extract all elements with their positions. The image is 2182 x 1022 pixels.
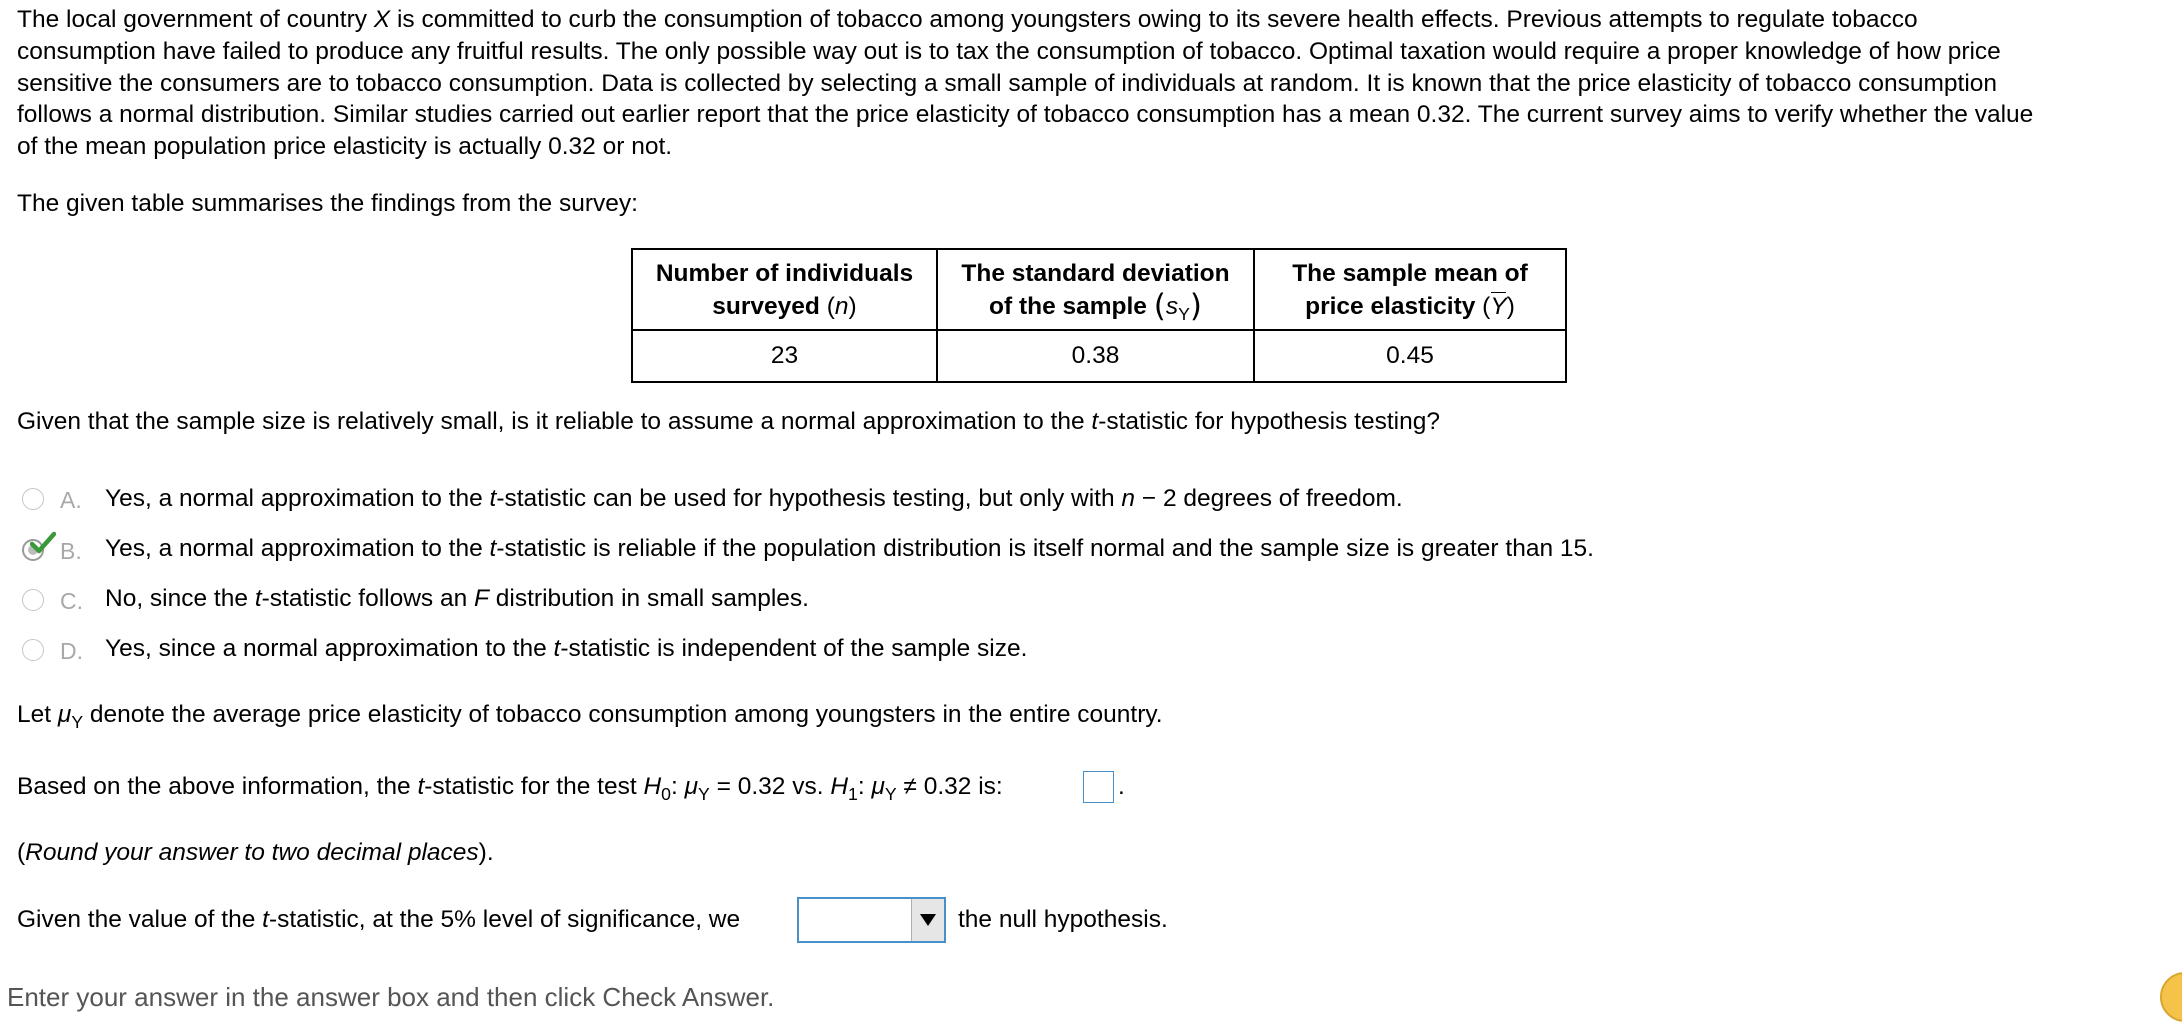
intro-line-5: of the mean population price elasticity is actually 0.32 or not. bbox=[17, 133, 673, 161]
header-sample-size: Number of individuals surveyed (n) bbox=[632, 249, 937, 330]
intro-line-4: follows a normal distribution. Similar studies carried out earlier report that the price elasticity of tobacco consumption has a mean 0.32. The current survey aims to verify whether the value bbox=[17, 101, 2034, 129]
cell-sample-size: 23 bbox=[632, 330, 937, 382]
option-d-letter: D. bbox=[60, 638, 83, 664]
triangle-down-icon bbox=[919, 913, 937, 927]
tstat-period: . bbox=[1118, 773, 1125, 800]
option-d-text[interactable]: Yes, since a normal approximation to the t-statistic is independent of the sample size. bbox=[105, 635, 1028, 662]
table-row bbox=[632, 330, 1566, 382]
summary-table bbox=[631, 248, 1567, 383]
question-normal-approx: Given that the sample size is relatively small, is it reliable to assume a normal approximation to the t-statistic for hypothesis testing? bbox=[17, 408, 1440, 435]
conclusion-question: Given the value of the t-statistic, at the 5% level of significance, we bbox=[17, 906, 741, 933]
footer-instruction: Enter your answer in the answer box and then click Check Answer. bbox=[7, 982, 775, 1012]
option-a-text[interactable]: Yes, a normal approximation to the t-statistic can be used for hypothesis testing, but only with n − 2 degrees of freedom. bbox=[105, 485, 1403, 512]
cell-sample-sd: 0.38 bbox=[937, 330, 1254, 382]
problem-intro bbox=[17, 4, 2167, 163]
intro-line-3: sensitive the consumers are to tobacco consumption. Data is collected by selecting a small sample of individuals at random. It is known that the price elasticity of tobacco consumption bbox=[17, 69, 1998, 97]
header-sample-sd: The standard deviation of the sample $(s_Y)$ bbox=[937, 249, 1254, 330]
option-c-letter: C. bbox=[60, 588, 83, 614]
option-d-radio[interactable] bbox=[22, 639, 44, 661]
help-icon[interactable] bbox=[2160, 972, 2182, 1022]
cell-sample-mean: 0.45 bbox=[1254, 330, 1566, 382]
intro-line-2: consumption have failed to produce any fruitful results. The only possible way out is to tax the consumption of tobacco. Optimal taxation would require a proper knowledge of how price bbox=[17, 37, 2001, 65]
check-icon bbox=[30, 531, 56, 555]
option-a-letter: A. bbox=[60, 487, 82, 513]
intro-line-1: The local government of country X is committed to curb the consumption of tobacco among youngsters owing to its severe health effects. Previous attempts to regulate tobacco bbox=[17, 6, 1918, 33]
option-b-letter: B. bbox=[60, 538, 82, 564]
decision-dropdown[interactable] bbox=[797, 897, 946, 943]
tstat-answer-input[interactable] bbox=[1083, 771, 1114, 803]
tstat-question: Based on the above information, the t-statistic for the test $H_0$: $\mu_Y = 0.32$ vs. $H_1$: $\mu_Y \ne 0.32$ is: bbox=[17, 773, 1003, 805]
header-sample-mean: The sample mean of price elasticity (Y) bbox=[1254, 249, 1566, 330]
dropdown-arrow-button[interactable] bbox=[911, 899, 944, 941]
table-header-row bbox=[632, 249, 1566, 330]
option-c-radio[interactable] bbox=[22, 589, 44, 611]
table-intro: The given table summarises the findings from the survey: bbox=[17, 190, 638, 217]
rounding-instruction: (Round your answer to two decimal places). bbox=[17, 839, 494, 866]
conclusion-tail: the null hypothesis. bbox=[958, 906, 1168, 933]
option-a-radio[interactable] bbox=[22, 488, 44, 510]
option-b-text[interactable]: Yes, a normal approximation to the t-statistic is reliable if the population distribution is itself normal and the sample size is greater than 15. bbox=[105, 535, 1594, 562]
definition-line: Let $\mu_Y$ denote the average price elasticity of tobacco consumption among youngsters in the entire country. bbox=[17, 701, 1163, 733]
option-c-text[interactable]: No, since the t-statistic follows an F distribution in small samples. bbox=[105, 585, 809, 612]
